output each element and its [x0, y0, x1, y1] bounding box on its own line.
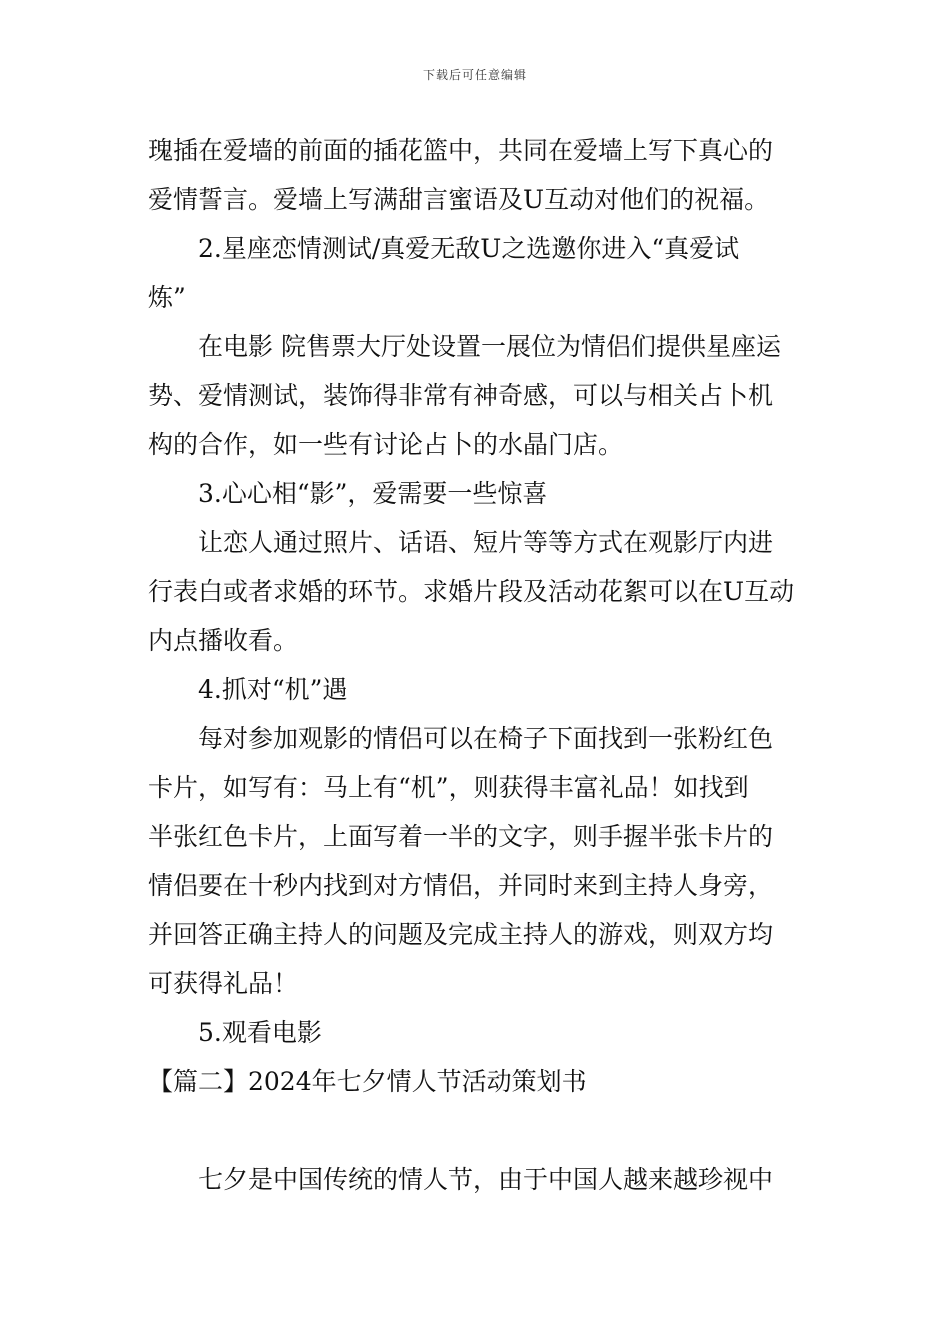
paragraph-line: 爱情誓言。爱墙上写满甜言蜜语及U互动对他们的祝福。: [148, 185, 770, 214]
paragraph-line: 3.心心相“影”，爱需要一些惊喜: [198, 479, 548, 508]
paragraph-line: 可获得礼品！: [148, 969, 299, 998]
paragraph-line: 瑰插在爱墙的前面的插花篮中，共同在爱墙上写下真心的: [148, 136, 774, 165]
paragraph-line: 在电影 院售票大厅处设置一展位为情侣们提供星座运: [198, 332, 781, 361]
paragraph-line: 构的合作，如一些有讨论占卜的水晶门店。: [148, 430, 624, 459]
document-body: [148, 126, 808, 1204]
page-header-note: 下载后可任意编辑: [422, 68, 527, 82]
paragraph-line: 势、爱情测试，装饰得非常有神奇感，可以与相关占卜机: [148, 381, 774, 410]
paragraph-line: 卡片，如写有：马上有“机”，则获得丰富礼品！如找到: [148, 773, 749, 802]
blank-line: [148, 1106, 808, 1155]
paragraph-line: 每对参加观影的情侣可以在椅子下面找到一张粉红色: [198, 724, 774, 753]
paragraph-line: 让恋人通过照片、话语、短片等等方式在观影厅内进: [198, 528, 774, 557]
paragraph-line: 炼”: [148, 283, 186, 312]
paragraph-line: 5.观看电影: [198, 1018, 322, 1047]
paragraph-line: 内点播收看。: [148, 626, 299, 655]
section-heading: 【篇二】2024年七夕情人节活动策划书: [148, 1067, 587, 1096]
paragraph-lines: [148, 126, 808, 1057]
paragraph-line: 行表白或者求婚的环节。求婚片段及活动花絮可以在U互动: [148, 577, 795, 606]
paragraph-line: 情侣要在十秒内找到对方情侣，并同时来到主持人身旁，: [148, 871, 774, 900]
paragraph-line: 半张红色卡片，上面写着一半的文字，则手握半张卡片的: [148, 822, 774, 851]
paragraph-line: 4.抓对“机”遇: [198, 675, 348, 704]
paragraph-line: 并回答正确主持人的问题及完成主持人的游戏，则双方均: [148, 920, 774, 949]
paragraph-line: 七夕是中国传统的情人节，由于中国人越来越珍视中: [198, 1165, 774, 1194]
paragraph-line: 2.星座恋情测试/真爱无敌U之选邀你进入“真爱试: [198, 234, 740, 263]
